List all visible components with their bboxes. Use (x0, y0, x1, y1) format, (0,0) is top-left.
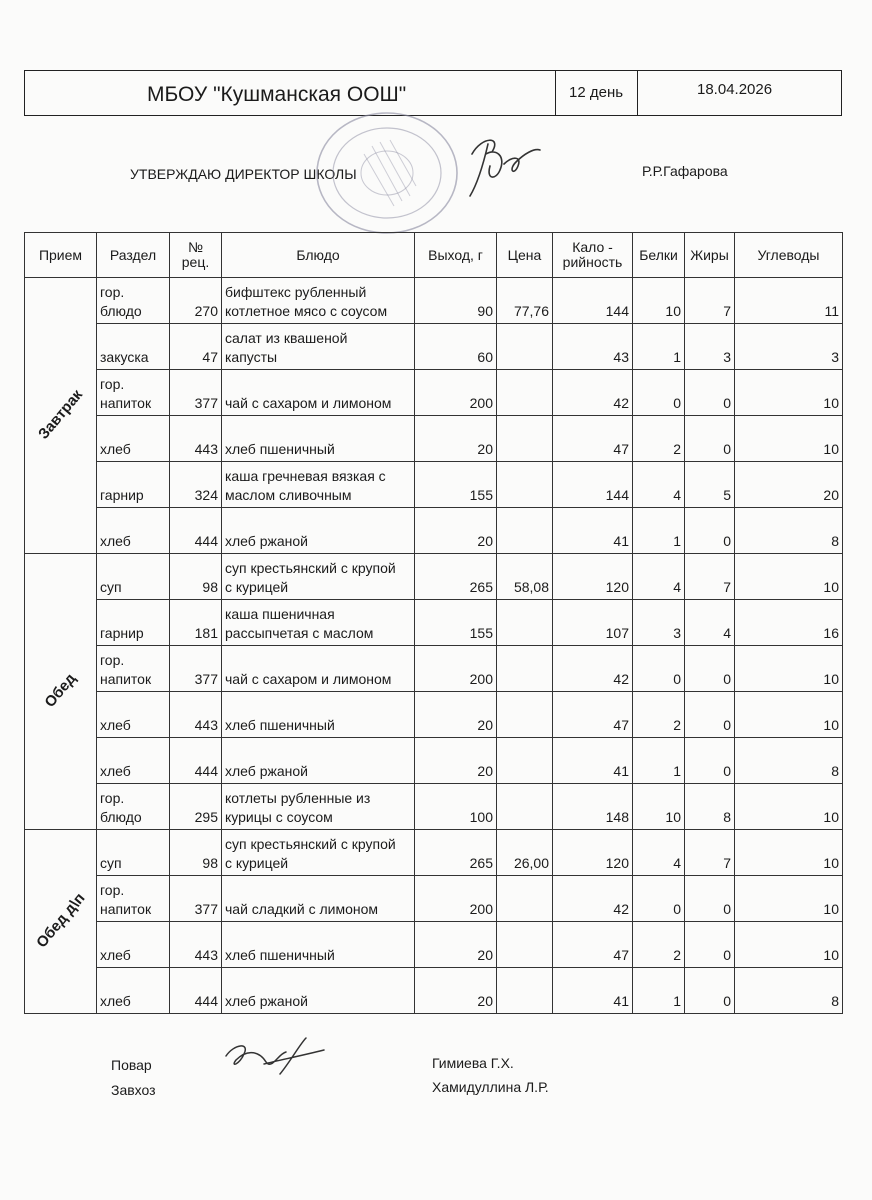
recipe-cell: 47 (170, 324, 222, 370)
price-cell (497, 600, 553, 646)
price-cell: 26,00 (497, 830, 553, 876)
protein-cell: 1 (633, 738, 685, 784)
section-line2: хлеб (100, 717, 131, 733)
dish-cell (222, 968, 415, 1014)
fat-cell: 0 (685, 968, 735, 1014)
yield-cell: 200 (415, 876, 497, 922)
section-line2: закуска (100, 349, 149, 365)
protein-cell: 0 (633, 370, 685, 416)
table-row (25, 968, 843, 1014)
col-header-calories-line2: рийность (562, 254, 623, 270)
recipe-cell: 444 (170, 968, 222, 1014)
fat-cell: 0 (685, 416, 735, 462)
recipe-cell: 295 (170, 784, 222, 830)
header-divider (555, 71, 556, 115)
protein-cell: 10 (633, 784, 685, 830)
dish-line2: с курицей (225, 855, 289, 871)
approval-label: УТВЕРЖДАЮ ДИРЕКТОР ШКОЛЫ (130, 166, 357, 182)
cook-name: Гимиева Г.Х. (432, 1055, 514, 1071)
meal-label: Обед (41, 670, 80, 711)
table-header-row (25, 233, 843, 278)
dish-line2: хлеб ржаной (225, 993, 308, 1009)
calories-cell: 47 (553, 416, 633, 462)
col-header-protein: Белки (633, 233, 685, 278)
price-cell: 77,76 (497, 278, 553, 324)
director-name: Р.Р.Гафарова (642, 163, 728, 179)
price-cell (497, 968, 553, 1014)
dish-cell (222, 692, 415, 738)
recipe-cell: 443 (170, 416, 222, 462)
dish-line2: капусты (225, 349, 278, 365)
meal-cell (25, 830, 97, 1014)
calories-cell: 120 (553, 554, 633, 600)
table-row (25, 600, 843, 646)
director-signature-icon (462, 130, 544, 198)
section-line1: гор. (100, 652, 125, 668)
storekeeper-label: Завхоз (111, 1082, 156, 1098)
menu-body (25, 278, 843, 1014)
table-row (25, 278, 843, 324)
yield-cell: 90 (415, 278, 497, 324)
fat-cell: 4 (685, 600, 735, 646)
dish-cell (222, 508, 415, 554)
section-line2: суп (100, 579, 122, 595)
section-cell (97, 968, 170, 1014)
protein-cell: 1 (633, 324, 685, 370)
dish-line1: котлеты рубленные из (225, 790, 371, 806)
school-stamp-icon (302, 106, 472, 240)
table-row (25, 324, 843, 370)
protein-cell: 1 (633, 968, 685, 1014)
header-divider (637, 71, 638, 115)
recipe-cell: 270 (170, 278, 222, 324)
table-row (25, 370, 843, 416)
yield-cell: 20 (415, 738, 497, 784)
dish-line2: хлеб ржаной (225, 533, 308, 549)
table-row (25, 830, 843, 876)
protein-cell: 4 (633, 830, 685, 876)
carbs-cell: 8 (735, 738, 843, 784)
section-line2: хлеб (100, 947, 131, 963)
calories-cell: 47 (553, 692, 633, 738)
calories-cell: 148 (553, 784, 633, 830)
table-row (25, 646, 843, 692)
yield-cell: 20 (415, 416, 497, 462)
table-row (25, 876, 843, 922)
section-cell (97, 738, 170, 784)
section-line2: хлеб (100, 763, 131, 779)
recipe-cell: 377 (170, 370, 222, 416)
dish-line1: бифштекс рубленный (225, 284, 367, 300)
dish-line2: котлетное мясо с соусом (225, 303, 388, 319)
dish-cell (222, 278, 415, 324)
fat-cell: 0 (685, 922, 735, 968)
dish-line1: суп крестьянский с крупой (225, 836, 396, 852)
protein-cell: 4 (633, 462, 685, 508)
carbs-cell: 10 (735, 646, 843, 692)
dish-cell (222, 324, 415, 370)
calories-cell: 144 (553, 462, 633, 508)
col-header-dish: Блюдо (222, 233, 415, 278)
price-cell (497, 462, 553, 508)
section-line2: блюдо (100, 809, 142, 825)
section-cell (97, 830, 170, 876)
section-line2: гарнир (100, 487, 144, 503)
yield-cell: 20 (415, 968, 497, 1014)
fat-cell: 5 (685, 462, 735, 508)
section-cell (97, 554, 170, 600)
section-line2: блюдо (100, 303, 142, 319)
yield-cell: 20 (415, 508, 497, 554)
cook-label: Повар (111, 1057, 152, 1073)
yield-cell: 265 (415, 554, 497, 600)
dish-line1: салат из квашеной (225, 330, 348, 346)
col-header-recipe-line2: рец. (181, 254, 210, 270)
calories-cell: 41 (553, 508, 633, 554)
col-header-meal: Прием (25, 233, 97, 278)
protein-cell: 0 (633, 646, 685, 692)
yield-cell: 100 (415, 784, 497, 830)
dish-line2: хлеб пшеничный (225, 441, 335, 457)
section-line2: гарнир (100, 625, 144, 641)
yield-cell: 265 (415, 830, 497, 876)
protein-cell: 3 (633, 600, 685, 646)
fat-cell: 0 (685, 738, 735, 784)
section-line2: напиток (100, 395, 152, 411)
protein-cell: 2 (633, 692, 685, 738)
dish-cell (222, 370, 415, 416)
day-number: 12 день (569, 84, 624, 101)
price-cell (497, 416, 553, 462)
fat-cell: 0 (685, 692, 735, 738)
carbs-cell: 10 (735, 876, 843, 922)
col-header-price: Цена (497, 233, 553, 278)
section-cell (97, 324, 170, 370)
calories-cell: 41 (553, 968, 633, 1014)
menu-table (24, 232, 843, 1014)
protein-cell: 1 (633, 508, 685, 554)
fat-cell: 7 (685, 278, 735, 324)
carbs-cell: 3 (735, 324, 843, 370)
calories-cell: 42 (553, 370, 633, 416)
yield-cell: 155 (415, 462, 497, 508)
protein-cell: 10 (633, 278, 685, 324)
yield-cell: 155 (415, 600, 497, 646)
price-cell (497, 738, 553, 784)
protein-cell: 2 (633, 416, 685, 462)
section-line2: напиток (100, 671, 152, 687)
col-header-yield: Выход, г (415, 233, 497, 278)
table-row (25, 784, 843, 830)
dish-line2: курицы с соусом (225, 809, 333, 825)
price-cell (497, 922, 553, 968)
dish-cell (222, 646, 415, 692)
section-line1: гор. (100, 882, 125, 898)
school-name: МБОУ "Кушманская ООШ" (147, 83, 407, 106)
cook-signature-icon (220, 1034, 330, 1080)
section-line2: напиток (100, 901, 152, 917)
carbs-cell: 10 (735, 416, 843, 462)
dish-line2: чай сладкий с лимоном (225, 901, 379, 917)
recipe-cell: 444 (170, 508, 222, 554)
recipe-cell: 377 (170, 646, 222, 692)
fat-cell: 0 (685, 646, 735, 692)
table-row (25, 738, 843, 784)
carbs-cell: 10 (735, 922, 843, 968)
meal-label: Обед д\п (33, 889, 89, 952)
col-header-recipe (170, 233, 222, 278)
section-line1: гор. (100, 790, 125, 806)
price-cell (497, 784, 553, 830)
carbs-cell: 10 (735, 830, 843, 876)
dish-cell (222, 554, 415, 600)
fat-cell: 3 (685, 324, 735, 370)
calories-cell: 144 (553, 278, 633, 324)
calories-cell: 43 (553, 324, 633, 370)
section-cell (97, 646, 170, 692)
dish-line2: чай с сахаром и лимоном (225, 671, 392, 687)
section-line2: хлеб (100, 533, 131, 549)
col-header-fat: Жиры (685, 233, 735, 278)
dish-cell (222, 876, 415, 922)
section-cell (97, 508, 170, 554)
protein-cell: 4 (633, 554, 685, 600)
carbs-cell: 11 (735, 278, 843, 324)
fat-cell: 0 (685, 876, 735, 922)
price-cell (497, 370, 553, 416)
table-row (25, 508, 843, 554)
section-cell (97, 600, 170, 646)
recipe-cell: 443 (170, 692, 222, 738)
recipe-cell: 98 (170, 830, 222, 876)
carbs-cell: 10 (735, 554, 843, 600)
section-line2: хлеб (100, 441, 131, 457)
calories-cell: 47 (553, 922, 633, 968)
fat-cell: 0 (685, 370, 735, 416)
dish-cell (222, 462, 415, 508)
meal-cell (25, 278, 97, 554)
dish-cell (222, 600, 415, 646)
section-cell (97, 416, 170, 462)
price-cell (497, 876, 553, 922)
price-cell (497, 692, 553, 738)
calories-cell: 42 (553, 646, 633, 692)
fat-cell: 7 (685, 554, 735, 600)
section-line2: хлеб (100, 993, 131, 1009)
col-header-carbs: Углеводы (735, 233, 843, 278)
dish-cell (222, 830, 415, 876)
meal-label: Завтрак (34, 386, 87, 443)
recipe-cell: 98 (170, 554, 222, 600)
fat-cell: 0 (685, 508, 735, 554)
calories-cell: 120 (553, 830, 633, 876)
carbs-cell: 20 (735, 462, 843, 508)
dish-line2: рассыпчетая с маслом (225, 625, 374, 641)
col-header-section: Раздел (97, 233, 170, 278)
recipe-cell: 377 (170, 876, 222, 922)
dish-cell (222, 416, 415, 462)
price-cell (497, 508, 553, 554)
protein-cell: 2 (633, 922, 685, 968)
price-cell (497, 646, 553, 692)
calories-cell: 107 (553, 600, 633, 646)
fat-cell: 7 (685, 830, 735, 876)
section-cell (97, 462, 170, 508)
section-cell (97, 876, 170, 922)
carbs-cell: 10 (735, 784, 843, 830)
yield-cell: 200 (415, 646, 497, 692)
yield-cell: 60 (415, 324, 497, 370)
recipe-cell: 443 (170, 922, 222, 968)
carbs-cell: 10 (735, 370, 843, 416)
section-line1: гор. (100, 284, 125, 300)
table-row (25, 922, 843, 968)
carbs-cell: 8 (735, 508, 843, 554)
section-cell (97, 370, 170, 416)
storekeeper-name: Хамидуллина Л.Р. (432, 1079, 549, 1095)
yield-cell: 200 (415, 370, 497, 416)
fat-cell: 8 (685, 784, 735, 830)
dish-cell (222, 738, 415, 784)
dish-cell (222, 922, 415, 968)
dish-line1: каша гречневая вязкая с (225, 468, 386, 484)
col-header-calories-line1: Кало - (572, 239, 613, 255)
col-header-calories (553, 233, 633, 278)
carbs-cell: 8 (735, 968, 843, 1014)
dish-line2: маслом сливочным (225, 487, 352, 503)
calories-cell: 42 (553, 876, 633, 922)
section-line1: гор. (100, 376, 125, 392)
dish-line2: хлеб пшеничный (225, 947, 335, 963)
recipe-cell: 324 (170, 462, 222, 508)
dish-line1: суп крестьянский с крупой (225, 560, 396, 576)
table-row (25, 416, 843, 462)
dish-line2: чай с сахаром и лимоном (225, 395, 392, 411)
section-cell (97, 784, 170, 830)
table-row (25, 462, 843, 508)
recipe-cell: 181 (170, 600, 222, 646)
col-header-recipe-line1: № (187, 239, 204, 255)
price-cell: 58,08 (497, 554, 553, 600)
section-cell (97, 278, 170, 324)
carbs-cell: 16 (735, 600, 843, 646)
calories-cell: 41 (553, 738, 633, 784)
yield-cell: 20 (415, 922, 497, 968)
menu-date: 18.04.2026 (697, 81, 773, 98)
table-row (25, 554, 843, 600)
dish-line1: каша пшеничная (225, 606, 335, 622)
dish-cell (222, 784, 415, 830)
price-cell (497, 324, 553, 370)
yield-cell: 20 (415, 692, 497, 738)
section-cell (97, 922, 170, 968)
section-line2: суп (100, 855, 122, 871)
carbs-cell: 10 (735, 692, 843, 738)
dish-line2: хлеб ржаной (225, 763, 308, 779)
recipe-cell: 444 (170, 738, 222, 784)
section-cell (97, 692, 170, 738)
dish-line2: хлеб пшеничный (225, 717, 335, 733)
meal-cell (25, 554, 97, 830)
table-row (25, 692, 843, 738)
dish-line2: с курицей (225, 579, 289, 595)
protein-cell: 0 (633, 876, 685, 922)
